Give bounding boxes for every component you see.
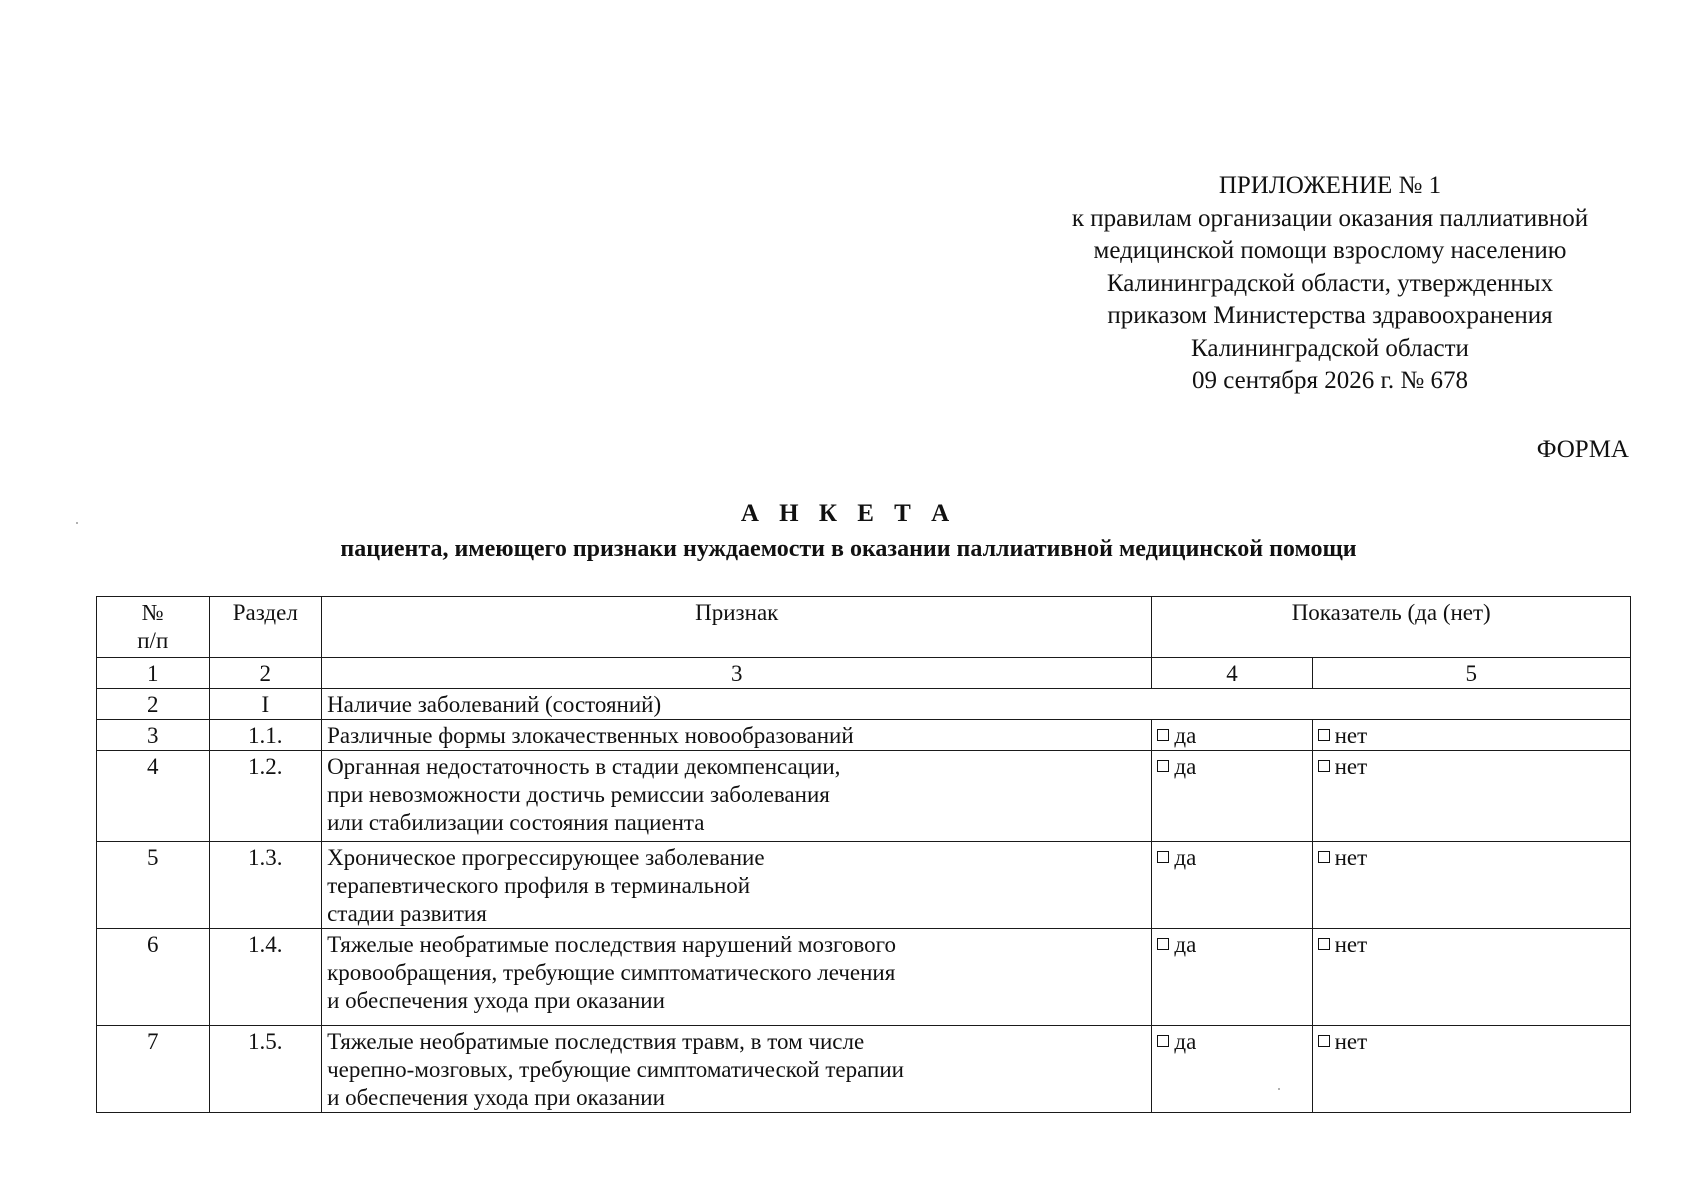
table-row bbox=[97, 751, 1631, 842]
no-label: нет bbox=[1334, 932, 1368, 957]
row-section: 1.2. bbox=[209, 751, 322, 842]
no-option[interactable] bbox=[1312, 720, 1630, 751]
column-number-row bbox=[97, 658, 1631, 689]
checkbox-icon[interactable] bbox=[1157, 729, 1169, 741]
checkbox-icon[interactable] bbox=[1318, 760, 1330, 772]
row-section: 1.1. bbox=[209, 720, 322, 751]
table-header-row bbox=[97, 597, 1631, 658]
yes-label: да bbox=[1174, 932, 1197, 957]
yes-option[interactable] bbox=[1152, 929, 1312, 1026]
table-row bbox=[97, 842, 1631, 929]
row-section: 1.3. bbox=[209, 842, 322, 929]
row-num: 2 bbox=[97, 689, 210, 720]
header-indicator: Показатель (да (нет) bbox=[1152, 597, 1631, 658]
appendix-line: Калининградской области bbox=[1191, 334, 1469, 362]
no-label: нет bbox=[1334, 845, 1368, 870]
row-num: 7 bbox=[97, 1026, 210, 1113]
yes-option[interactable] bbox=[1152, 751, 1312, 842]
yes-label: да bbox=[1174, 723, 1197, 748]
row-num: 6 bbox=[97, 929, 210, 1026]
appendix-line: медицинской помощи взрослому населению bbox=[1093, 237, 1567, 264]
header-num: № п/п bbox=[97, 597, 210, 658]
no-option[interactable] bbox=[1312, 842, 1630, 929]
yes-option[interactable] bbox=[1152, 842, 1312, 929]
row-section: 1.5. bbox=[209, 1026, 322, 1113]
row-num: 5 bbox=[97, 842, 210, 929]
row-sign-text: Органная недостаточность в стадии декомпенсации, при невозможности достичь ремиссии заболевания или стабилизации состояния пациента bbox=[322, 751, 1152, 842]
row-sign-text: Тяжелые необратимые последствия нарушений мозгового кровообращения, требующие симптоматического лечения и обеспечения ухода при оказании bbox=[322, 929, 1152, 1026]
checkbox-icon[interactable] bbox=[1157, 1035, 1169, 1047]
checkbox-icon[interactable] bbox=[1157, 760, 1169, 772]
row-sign-text: Хроническое прогрессирующее заболевание терапевтического профиля в терминальной стадии развития bbox=[322, 842, 1152, 929]
checkbox-icon[interactable] bbox=[1318, 1035, 1330, 1047]
table-row bbox=[97, 720, 1631, 751]
row-sign-text: Тяжелые необратимые последствия травм, в том числе черепно-мозговых, требующие симптоматической терапии и обеспечения ухода при оказании bbox=[322, 1026, 1152, 1113]
section-row bbox=[97, 689, 1631, 720]
document-title: А Н К Е Т А bbox=[740, 500, 957, 527]
checkbox-icon[interactable] bbox=[1318, 851, 1330, 863]
checkbox-icon[interactable] bbox=[1318, 729, 1330, 741]
section-title: Наличие заболеваний (состояний) bbox=[322, 689, 1631, 720]
questionnaire-table bbox=[96, 596, 1631, 1113]
no-label: нет bbox=[1334, 1029, 1368, 1054]
yes-label: да bbox=[1174, 754, 1197, 779]
yes-option[interactable] bbox=[1152, 1026, 1312, 1113]
yes-label: да bbox=[1174, 1029, 1197, 1054]
column-number: 4 bbox=[1152, 658, 1312, 689]
appendix-line: Калининградской области, утвержденных bbox=[1106, 269, 1554, 297]
column-number: 5 bbox=[1312, 658, 1630, 689]
appendix-block bbox=[1010, 170, 1650, 398]
table-row bbox=[97, 929, 1631, 1026]
no-option[interactable] bbox=[1312, 1026, 1630, 1113]
appendix-line: к правилам организации оказания паллиативной bbox=[1071, 204, 1589, 232]
checkbox-icon[interactable] bbox=[1318, 938, 1330, 950]
column-number: 1 bbox=[97, 658, 210, 689]
checkbox-icon[interactable] bbox=[1157, 938, 1169, 950]
no-label: нет bbox=[1334, 754, 1368, 779]
yes-label: да bbox=[1174, 845, 1197, 870]
row-section: I bbox=[209, 689, 322, 720]
row-num: 3 bbox=[97, 720, 210, 751]
no-option[interactable] bbox=[1312, 929, 1630, 1026]
no-label: нет bbox=[1334, 723, 1368, 748]
row-sign-text: Различные формы злокачественных новообразований bbox=[322, 720, 1152, 751]
document-subtitle: пациента, имеющего признаки нуждаемости в оказании паллиативной медицинской помощи bbox=[340, 536, 1357, 562]
appendix-line: приказом Министерства здравоохранения bbox=[1107, 302, 1553, 329]
scan-speck bbox=[1278, 1088, 1280, 1090]
appendix-line: ПРИЛОЖЕНИЕ № 1 bbox=[1218, 172, 1442, 199]
table-row bbox=[97, 1026, 1631, 1113]
scan-speck bbox=[76, 522, 78, 524]
column-number: 3 bbox=[322, 658, 1152, 689]
appendix-date-line: 09 сентября 2026 г. № 678 bbox=[1192, 367, 1468, 394]
form-label: ФОРМА bbox=[1536, 436, 1629, 463]
row-section: 1.4. bbox=[209, 929, 322, 1026]
header-sign: Признак bbox=[322, 597, 1152, 658]
no-option[interactable] bbox=[1312, 751, 1630, 842]
header-section: Раздел bbox=[209, 597, 322, 658]
column-number: 2 bbox=[209, 658, 322, 689]
checkbox-icon[interactable] bbox=[1157, 851, 1169, 863]
yes-option[interactable] bbox=[1152, 720, 1312, 751]
row-num: 4 bbox=[97, 751, 210, 842]
